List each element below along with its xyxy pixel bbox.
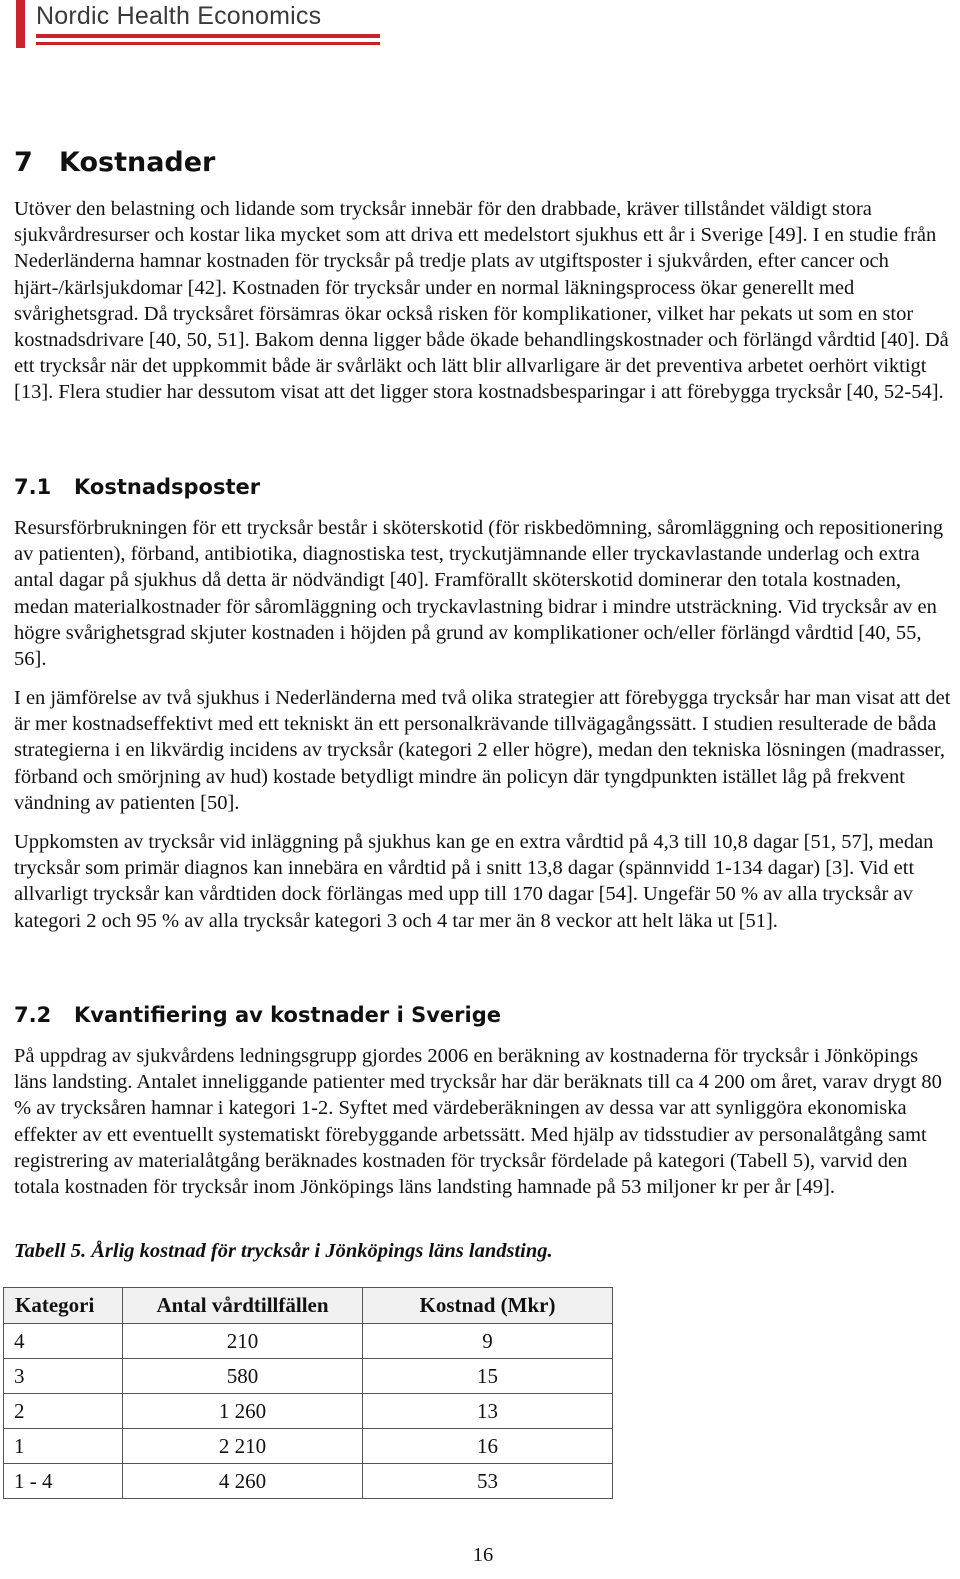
cell-category: 1 (4, 1429, 123, 1464)
paragraph-sweden-costs: På uppdrag av sjukvårdens ledningsgrupp gjordes 2006 en beräkning av kostnaderna för trycksår i Jönköpings läns landsting. Antalet inneliggande patienter med trycksår har där beräknats till ca 4 200 om året, varav drygt 80 % av trycksåren hamnar i kategori 1-2. Syftet med värdeberäkningen av dessa var att synliggöra ekonomiska effekter av ett eventuellt systematiskt förebyggande arbetssätt. Med hjälp av tidsstudier av personalåtgång samt registrering av materialåtgång beräknades kostnaden för trycksår fördelade på kategori (Tabell 5), varvid den totala kostnaden för trycksår inom Jönköpings läns landsting hamnade på 53 miljoner kr per år [49]. (14, 1045, 942, 1199)
cell-cost: 53 (363, 1464, 613, 1499)
cell-admissions: 2 210 (123, 1429, 363, 1464)
subsection-number-1: 7.1 (14, 475, 52, 499)
subsection-number-2: 7.2 (14, 1003, 52, 1027)
paragraph-resources: Resursförbrukningen för ett trycksår består i sköterskotid (för riskbedömning, såromläggning och repositionering av patienten), förband, antibiotika, diagnostiska test, tryckutjämnande eller tryckavlastande underlag och extra antal dagar på sjukhus då detta är nödvändigt [40]. Framförallt sköterskotid dominerar den totala kostnaden, medan materialkostnader för såromläggning och tryckavlastning bidrar i mindre utsträckning. Vid trycksår av en högre svårighetsgrad skjuter kostnaden i höjden på grund av komplikationer och/eller förlängd vårdtid [40, 55, 56]. (14, 517, 944, 671)
section-title: Kostnader (59, 147, 216, 178)
table-header-row (4, 1288, 613, 1324)
logo-underline-2 (36, 42, 380, 45)
subsection-heading-2 (14, 1003, 501, 1027)
cell-admissions: 4 260 (123, 1464, 363, 1499)
table-row (4, 1464, 613, 1499)
table-caption: Tabell 5. Årlig kostnad för trycksår i Jönköpings läns landsting. (14, 1240, 553, 1262)
subsection-title-2: Kvantifiering av kostnader i Sverige (74, 1003, 501, 1027)
cell-category: 4 (4, 1324, 123, 1359)
table-row (4, 1394, 613, 1429)
paragraph-length-of-stay: Uppkomsten av trycksår vid inläggning på sjukhus kan ge en extra vårdtid på 4,3 till 10,8 dagar [51, 57], medan trycksår som primär diagnos kan innebära en vårdtid på i snitt 13,8 dagar (spännvidd 1-134 dagar) [3]. Vid ett allvarligt trycksår kan vårdtiden dock förlängas med upp till 170 dagar [54]. Ungefär 50 % av alla trycksår av kategori 2 och 95 % av alla trycksår kategori 3 och 4 tar mer än 8 veckor att helt läka ut [51]. (14, 831, 934, 932)
column-header-category: Kategori (4, 1288, 123, 1324)
cell-cost: 16 (363, 1429, 613, 1464)
section-number: 7 (14, 147, 33, 178)
cell-category: 2 (4, 1394, 123, 1429)
table-row (4, 1429, 613, 1464)
cell-admissions: 210 (123, 1324, 363, 1359)
cell-category: 1 - 4 (4, 1464, 123, 1499)
logo-text: Nordic Health Economics (36, 2, 322, 30)
subsection-title-1: Kostnadsposter (74, 475, 261, 499)
cell-cost: 13 (363, 1394, 613, 1429)
cell-category: 3 (4, 1359, 123, 1394)
section-heading (14, 147, 215, 178)
column-header-admissions: Antal vårdtillfällen (123, 1288, 363, 1324)
section-intro-paragraph: Utöver den belastning och lidande som trycksår innebär för den drabbade, kräver tillståndet väldigt stora sjukvårdresurser och kostar lika mycket som att driva ett medelstort sjukhus ett år i Sverige [49]. I en studie från Nederländerna hamnar kostnaden för trycksår på tredje plats av utgiftsposter i sjukvården, efter cancer och hjärt-/kärlsjukdomar [42]. Kostnaden för trycksår under en normal läkningsprocess ökar generellt med svårighetsgrad. Då trycksåret försämras ökar också risken för komplikationer, vilket har pekats ut som en stor kostnadsdrivare [40, 50, 51]. Bakom denna ligger både ökade behandlingskostnader och förlängd vårdtid [40]. Då ett trycksår när det uppkommit både är svårläkt och lätt blir allvarligare är det preventiva arbetet oerhört viktigt [13]. Flera studier har dessutom visat att det ligger stora kostnadsbesparingar i att förebygga trycksår [40, 52-54]. (14, 198, 949, 404)
cell-cost: 15 (363, 1359, 613, 1394)
subsection-heading-1 (14, 475, 260, 499)
page-number: 16 (472, 1544, 494, 1566)
logo-underline (36, 34, 380, 38)
column-header-cost: Kostnad (Mkr) (363, 1288, 613, 1324)
cell-cost: 9 (363, 1324, 613, 1359)
table-row (4, 1324, 613, 1359)
paragraph-comparison: I en jämförelse av två sjukhus i Nederländerna med två olika strategier att förebygga trycksår har man visat att det är mer kostnadseffektivt med ett tekniskt än ett personalkrävande tillvägagångssätt. I studien resulterade de båda strategierna i en likvärdig incidens av trycksår (kategori 2 eller högre), medan den tekniska lösningen (madrasser, förband och smörjning av hud) kostade betydligt mindre än policyn där tyngdpunkten istället låg på frekvent vändning av patienten [50]. (14, 687, 951, 814)
logo-red-bar (16, 0, 25, 48)
table-row (4, 1359, 613, 1394)
cell-admissions: 1 260 (123, 1394, 363, 1429)
cell-admissions: 580 (123, 1359, 363, 1394)
cost-table (3, 1287, 613, 1499)
